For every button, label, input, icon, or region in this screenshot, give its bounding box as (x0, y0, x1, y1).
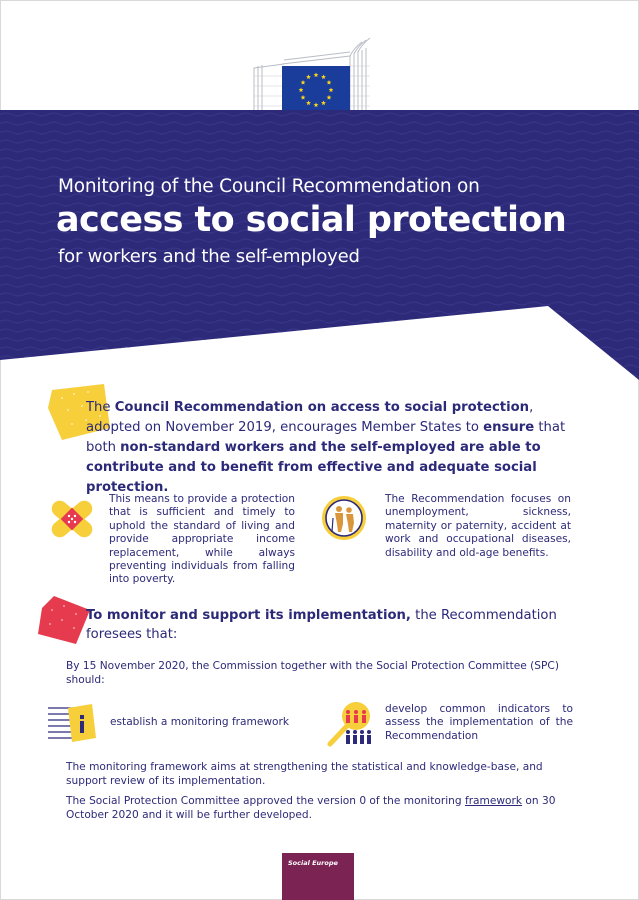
intro-paragraph (86, 398, 574, 498)
intro-text-1: The (86, 400, 115, 415)
eu-star (301, 80, 306, 85)
banner-subtitle-top: Monitoring of the Council Recommendation on (58, 176, 480, 197)
intro-bold-3: non-standard workers and the self-employed are able to contribute and to benefit from effective and adequate social protection. (86, 440, 541, 495)
framework-link[interactable]: framework (464, 795, 523, 807)
approval-paragraph (66, 795, 586, 822)
eu-star (321, 74, 326, 79)
eu-star (314, 102, 319, 107)
monitor-bold: To monitor and support its implementation, (86, 608, 411, 623)
eu-star (306, 74, 311, 79)
intro-bold-2: ensure (483, 420, 535, 435)
title-banner (0, 110, 639, 380)
red-highlight-shape (38, 596, 90, 644)
approval-text-after: on 30 October 2020 and it will be further developed. (66, 795, 556, 821)
monitor-rest: the Recommendation foresees that: (86, 608, 557, 642)
action-right-text: develop common indicators to assess the implementation of the Recommendation (385, 703, 573, 742)
action-left-text: establish a monitoring framework (110, 716, 290, 728)
magnifier-people-icon (326, 700, 380, 748)
page-title: access to social protection (56, 200, 567, 240)
eu-star (306, 100, 311, 105)
eu-star (314, 72, 319, 77)
banner-subtitle-bottom: for workers and the self-employed (58, 246, 360, 267)
bandage-icon (44, 494, 100, 544)
feature-right-text: The Recommendation focuses on unemployment, sickness, maternity or paternity, accident at work and occupational diseases, disability and old-age benefits. (385, 493, 571, 559)
eu-star (299, 87, 304, 92)
eu-flag-icon (282, 66, 350, 114)
monitor-heading (86, 607, 576, 644)
deadline-text: By 15 November 2020, the Commission together with the Social Protection Committee (SPC) should: (66, 660, 559, 686)
eu-star (301, 95, 306, 100)
intro-bold-1: Council Recommendation on access to social protection (114, 400, 530, 415)
elderly-couple-icon (320, 494, 368, 542)
eu-star (321, 100, 326, 105)
intro-text-2: , adopted on November 2019, encourages Member States to (86, 400, 534, 435)
eu-star (327, 80, 332, 85)
approval-text-before: The Social Protection Committee approved the version 0 of the monitoring (66, 795, 465, 807)
social-europe-tab (282, 853, 354, 900)
eu-star (327, 95, 332, 100)
eu-star (329, 87, 334, 92)
monitoring-framework-paragraph: The monitoring framework aims at strengthening the statistical and knowledge-base, and support review of its implementation. (66, 761, 543, 787)
document-info-icon (46, 702, 98, 744)
social-europe-label: Social Europe (288, 859, 338, 867)
intro-text-3: that both (86, 420, 566, 455)
feature-left-text: This means to provide a protection that is sufficient and timely to uphold the standard of living and provide appropriate income replacement, while always preventing individuals from falling into poverty. (109, 493, 295, 586)
